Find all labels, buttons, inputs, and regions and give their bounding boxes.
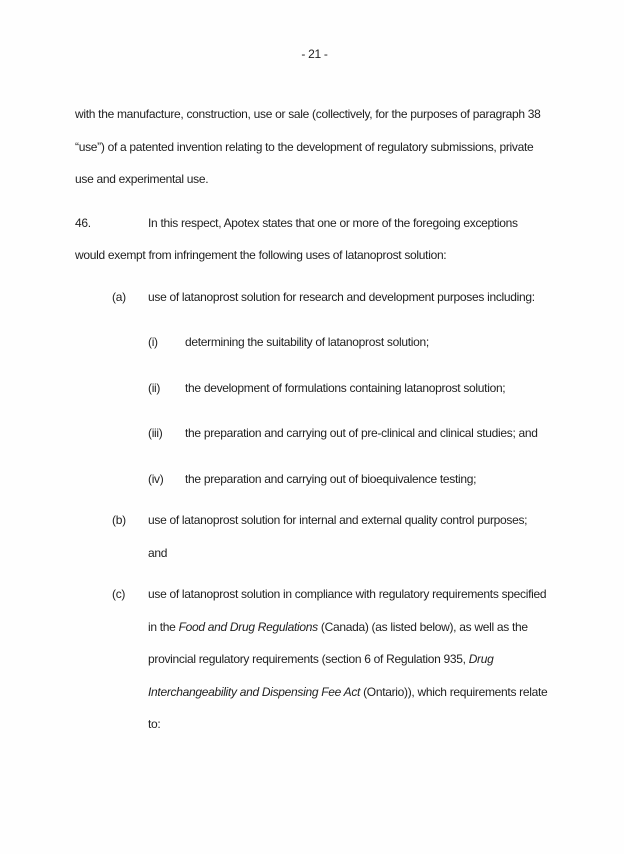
list-item-c-text — [148, 578, 554, 741]
list-item-b-text — [148, 504, 554, 569]
list-item-b-label: (b) — [112, 513, 126, 527]
text-line: and — [148, 545, 168, 560]
list-subitem-ii — [75, 372, 554, 405]
list-subitem-iii — [75, 417, 554, 450]
text-line: Interchangeability and Dispensing Fee Act (Ontario)), which requirements relate — [148, 684, 548, 699]
list-subitem-i-label: (i) — [148, 335, 158, 349]
list-subitem-ii-label: (ii) — [148, 380, 161, 395]
list-subitem-i — [75, 326, 554, 359]
text-line: use of latanoprost solution for internal and external quality control purposes; — [148, 513, 528, 527]
text-line: the development of formulations containing latanoprost solution; — [185, 380, 506, 395]
list-item-b — [75, 504, 554, 569]
paragraph-46 — [75, 207, 554, 272]
text-line: the preparation and carrying out of bioequivalence testing; — [185, 471, 477, 486]
list-subitem-i-text — [185, 326, 554, 359]
text-line: “use”) of a patented invention relating to the development of regulatory submissions, private — [75, 139, 534, 154]
text-line: with the manufacture, construction, use or sale (collectively, for the purposes of paragraph 38 — [75, 107, 541, 121]
text-line: use of latanoprost solution for research and development purposes including: — [148, 289, 535, 304]
text-line: use of latanoprost solution in compliance with regulatory requirements specified — [148, 587, 547, 601]
list-subitem-ii-text — [185, 372, 554, 405]
list-subitem-iii-label: (iii) — [148, 426, 163, 440]
paragraph-46-number: 46. — [75, 215, 91, 230]
list-item-a-label: (a) — [112, 289, 126, 304]
page-number: - 21 - — [301, 47, 328, 61]
paragraph-46-text — [75, 207, 554, 272]
list-subitem-iv-label: (iv) — [148, 471, 164, 486]
list-item-c-label: (c) — [112, 587, 126, 601]
text-line: to: — [148, 717, 161, 731]
text-line: determining the suitability of latanoprost solution; — [185, 335, 429, 349]
intro-paragraph — [75, 98, 554, 196]
list-subitem-iii-text — [185, 417, 554, 450]
list-item-a — [75, 281, 554, 314]
list-subitem-iv — [75, 463, 554, 496]
list-item-c — [75, 578, 554, 741]
text-line: would exempt from infringement the following uses of latanoprost solution: — [75, 248, 447, 262]
list-subitem-iv-text — [185, 463, 554, 496]
list-item-a-text — [148, 281, 554, 314]
text-line: use and experimental use. — [75, 172, 209, 186]
text-line: provincial regulatory requirements (section 6 of Regulation 935, Drug — [148, 652, 494, 666]
text-line: in the Food and Drug Regulations (Canada) (as listed below), as well as the — [148, 619, 528, 634]
text-line: the preparation and carrying out of pre-clinical and clinical studies; and — [185, 426, 538, 440]
text-line: In this respect, Apotex states that one or more of the foregoing exceptions — [148, 215, 518, 230]
